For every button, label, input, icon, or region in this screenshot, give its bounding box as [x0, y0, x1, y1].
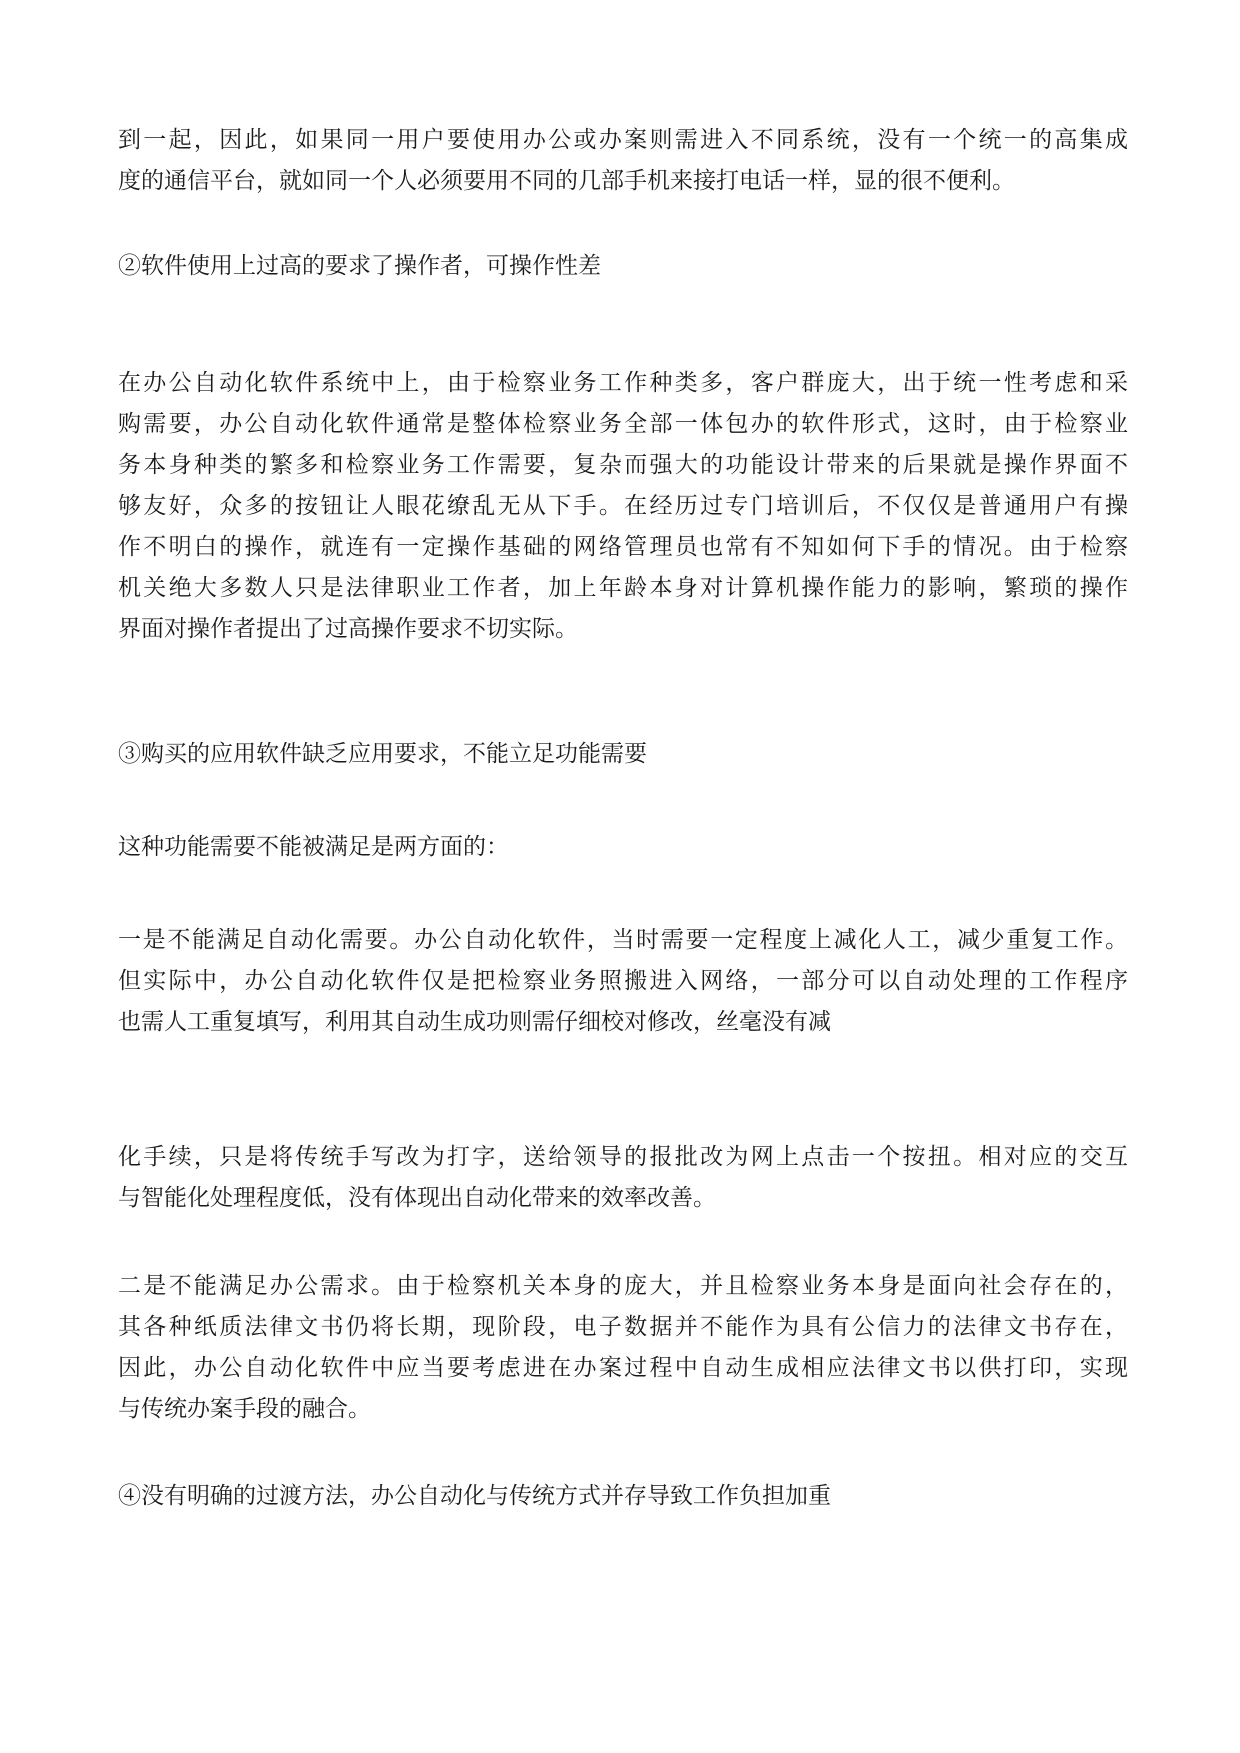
- text-line: 二是不能满足办公需求。由于检察机关本身的庞大，并且检察业务本身是面向社会存在的，: [118, 1273, 1128, 1299]
- text-line: 这种功能需要不能被满足是两方面的：: [118, 834, 509, 860]
- paragraph-6: [118, 920, 1128, 1043]
- text-line: 也需人工重复填写，利用其自动生成功则需仔细校对修改，丝毫没有减: [118, 1009, 831, 1035]
- text-line: 到一起，因此，如果同一用户要使用办公或办案则需进入不同系统，没有一个统一的高集成: [118, 127, 1128, 153]
- text-line: 作不明白的操作，就连有一定操作基础的网络管理员也常有不知如何下手的情况。由于检察: [118, 534, 1128, 560]
- text-line: 够友好，众多的按钮让人眼花缭乱无从下手。在经历过专门培训后，不仅仅是普通用户有操: [118, 493, 1128, 519]
- text-line: 界面对操作者提出了过高操作要求不切实际。: [118, 616, 578, 642]
- text-line: ③购买的应用软件缺乏应用要求，不能立足功能需要: [118, 741, 647, 767]
- text-line: 在办公自动化软件系统中上，由于检察业务工作种类多，客户群庞大，出于统一性考虑和采: [118, 370, 1128, 396]
- text-line: 其各种纸质法律文书仍将长期，现阶段，电子数据并不能作为具有公信力的法律文书存在，: [118, 1314, 1128, 1340]
- text-line: 度的通信平台，就如同一个人必须要用不同的几部手机来接打电话一样，显的很不便利。: [118, 168, 1015, 194]
- paragraph-5: [118, 827, 1128, 868]
- text-line: 机关绝大多数人只是法律职业工作者，加上年龄本身对计算机操作能力的影响，繁琐的操作: [118, 575, 1128, 601]
- text-line: 但实际中，办公自动化软件仅是把检察业务照搬进入网络，一部分可以自动处理的工作程序: [118, 968, 1128, 994]
- text-line: 购需要，办公自动化软件通常是整体检察业务全部一体包办的软件形式，这时，由于检察业: [118, 411, 1128, 437]
- text-line: 一是不能满足自动化需要。办公自动化软件，当时需要一定程度上减化人工，减少重复工作。: [118, 927, 1128, 953]
- heading-2: [118, 246, 1128, 287]
- text-line: 化手续，只是将传统手写改为打字，送给领导的报批改为网上点击一个按扭。相对应的交互: [118, 1144, 1128, 1170]
- heading-3: [118, 734, 1128, 775]
- text-line: 务本身种类的繁多和检察业务工作需要，复杂而强大的功能设计带来的后果就是操作界面不: [118, 452, 1128, 478]
- text-line: 与传统办案手段的融合。: [118, 1396, 371, 1422]
- paragraph-8: [118, 1266, 1128, 1430]
- text-line: ②软件使用上过高的要求了操作者，可操作性差: [118, 253, 601, 279]
- paragraph-1: [118, 120, 1128, 202]
- paragraph-7: [118, 1137, 1128, 1219]
- text-line: 因此，办公自动化软件中应当要考虑进在办案过程中自动生成相应法律文书以供打印，实现: [118, 1355, 1128, 1381]
- heading-4: [118, 1476, 1128, 1517]
- paragraph-3: [118, 363, 1128, 650]
- text-line: 与智能化处理程度低，没有体现出自动化带来的效率改善。: [118, 1185, 716, 1211]
- text-line: ④没有明确的过渡方法，办公自动化与传统方式并存导致工作负担加重: [118, 1483, 831, 1509]
